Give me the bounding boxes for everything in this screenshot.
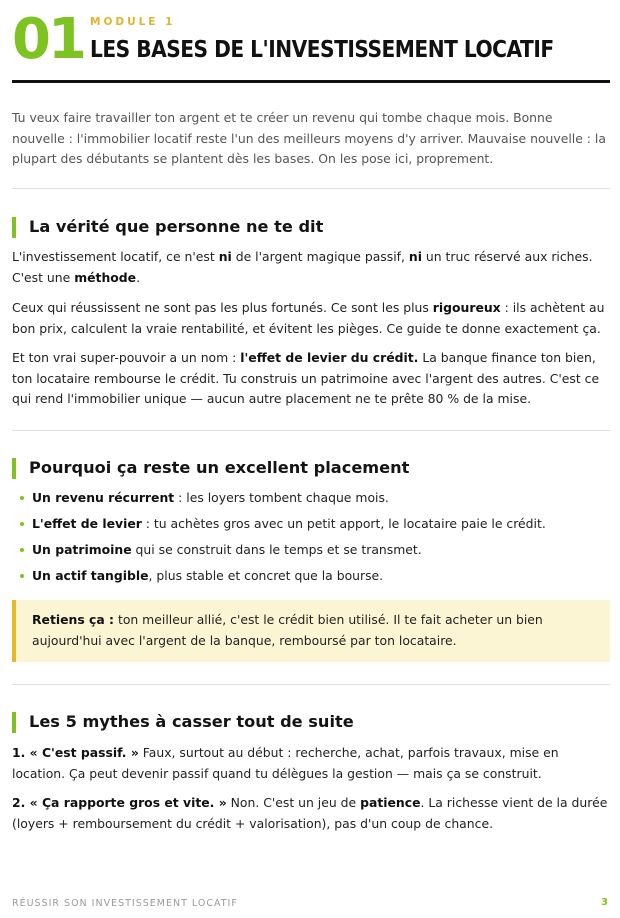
header-rule — [12, 80, 610, 83]
bullet-dot-icon — [20, 522, 24, 526]
text: Non. C'est un jeu de — [226, 795, 361, 810]
list-item — [20, 515, 610, 541]
module-label: MODULE 1 — [90, 16, 176, 28]
paragraph — [12, 348, 610, 410]
benefits-list — [20, 489, 610, 593]
text: : les loyers tombent chaque mois. — [174, 490, 389, 505]
text: La banque finance ton bien, ton locataire rembourse le crédit. Tu construis un patrimoine avec l'argent des autres. C'est ce qui rend l'immobilier unique — aucun autre placement ne te prête 80 % de la mise. — [12, 350, 600, 406]
section-title-text: Les 5 mythes à casser tout de suite — [29, 712, 354, 731]
text: , plus stable et concret que la bourse. — [148, 568, 384, 583]
bold-text: ni — [218, 249, 232, 264]
callout-text: ton meilleur allié, c'est le crédit bien utilisé. Il te fait acheter un bien aujourd'hui avec l'argent de la banque, remboursé par ton locataire. — [32, 612, 543, 648]
section-title-verite — [12, 216, 323, 238]
text: Et ton vrai super-pouvoir a un nom : — [12, 350, 241, 365]
bullet-dot-icon — [20, 548, 24, 552]
text: Faux, surtout au début : recherche, achat, parfois travaux, mise en location. Ça peut devenir passif quand tu délègues la gestion — mais ça se construit. — [12, 745, 559, 781]
page-number: 3 — [601, 897, 608, 908]
myth-paragraph — [12, 793, 610, 834]
text: . La richesse vient de la durée (loyers + remboursement du crédit + valorisation), pas d'un coup de chance. — [12, 795, 608, 831]
text: : ils achètent au bon prix, calculent la vraie rentabilité, et évitent les pièges. Ce guide te donne exactement ça. — [12, 300, 605, 336]
list-item — [20, 567, 610, 593]
text: Ceux qui réussissent ne sont pas les plus fortunés. Ce sont les plus — [12, 300, 433, 315]
callout-label: Retiens ça : — [32, 612, 115, 627]
callout-box — [12, 600, 610, 662]
bold-text: Un patrimoine — [32, 542, 132, 557]
footer-title: RÉUSSIR SON INVESTISSEMENT LOCATIF — [12, 898, 238, 909]
section-title-text: La vérité que personne ne te dit — [29, 217, 324, 236]
section-accent-bar — [12, 712, 16, 733]
module-number: 01 — [12, 7, 84, 72]
text: qui se construit dans le temps et se transmet. — [131, 542, 422, 557]
myth-paragraph — [12, 743, 610, 784]
section-divider — [12, 430, 610, 431]
bold-text: Un actif tangible — [32, 568, 149, 583]
bold-text: 2. « Ça rapporte gros et vite. » — [12, 795, 227, 810]
list-item — [20, 489, 610, 515]
section-divider — [12, 188, 610, 189]
bullet-dot-icon — [20, 496, 24, 500]
text: un truc réservé aux riches. C'est une — [12, 249, 593, 285]
bold-text: L'effet de levier — [32, 516, 142, 531]
bold-text: ni — [408, 249, 422, 264]
intro-paragraph: Tu veux faire travailler ton argent et te créer un revenu qui tombe chaque mois. Bonne nouvelle : l'immobilier locatif reste l'un des meilleurs moyens d'y arriver. Mauvaise nouvelle : la plupart des débutants se plantent dès les bases. On les pose ici, proprement. — [12, 110, 606, 166]
paragraph — [12, 247, 610, 288]
text: L'investissement locatif, ce n'est — [12, 249, 219, 264]
page-title: LES BASES DE L'INVESTISSEMENT LOCATIF — [90, 35, 554, 63]
bold-text: méthode — [74, 269, 137, 285]
bold-text: l'effet de levier du crédit. — [240, 350, 419, 365]
text: . — [136, 269, 141, 285]
bold-text: rigoureux — [432, 300, 501, 315]
section-title-text: Pourquoi ça reste un excellent placement — [29, 458, 410, 477]
section-divider — [12, 684, 610, 685]
text: de l'argent magique passif, — [231, 249, 409, 264]
bold-text: Un revenu récurrent — [32, 490, 175, 505]
section-accent-bar — [12, 458, 16, 479]
section-title-mythes — [12, 711, 354, 733]
bullet-dot-icon — [20, 574, 24, 578]
module-header — [12, 7, 610, 84]
list-item — [20, 541, 610, 567]
bold-text: 1. « C'est passif. » — [12, 745, 139, 760]
bold-text: patience — [360, 795, 421, 810]
section-title-pourquoi — [12, 457, 409, 479]
section-accent-bar — [12, 217, 16, 238]
text: : tu achètes gros avec un petit apport, le locataire paie le crédit. — [141, 516, 546, 531]
paragraph — [12, 298, 610, 339]
